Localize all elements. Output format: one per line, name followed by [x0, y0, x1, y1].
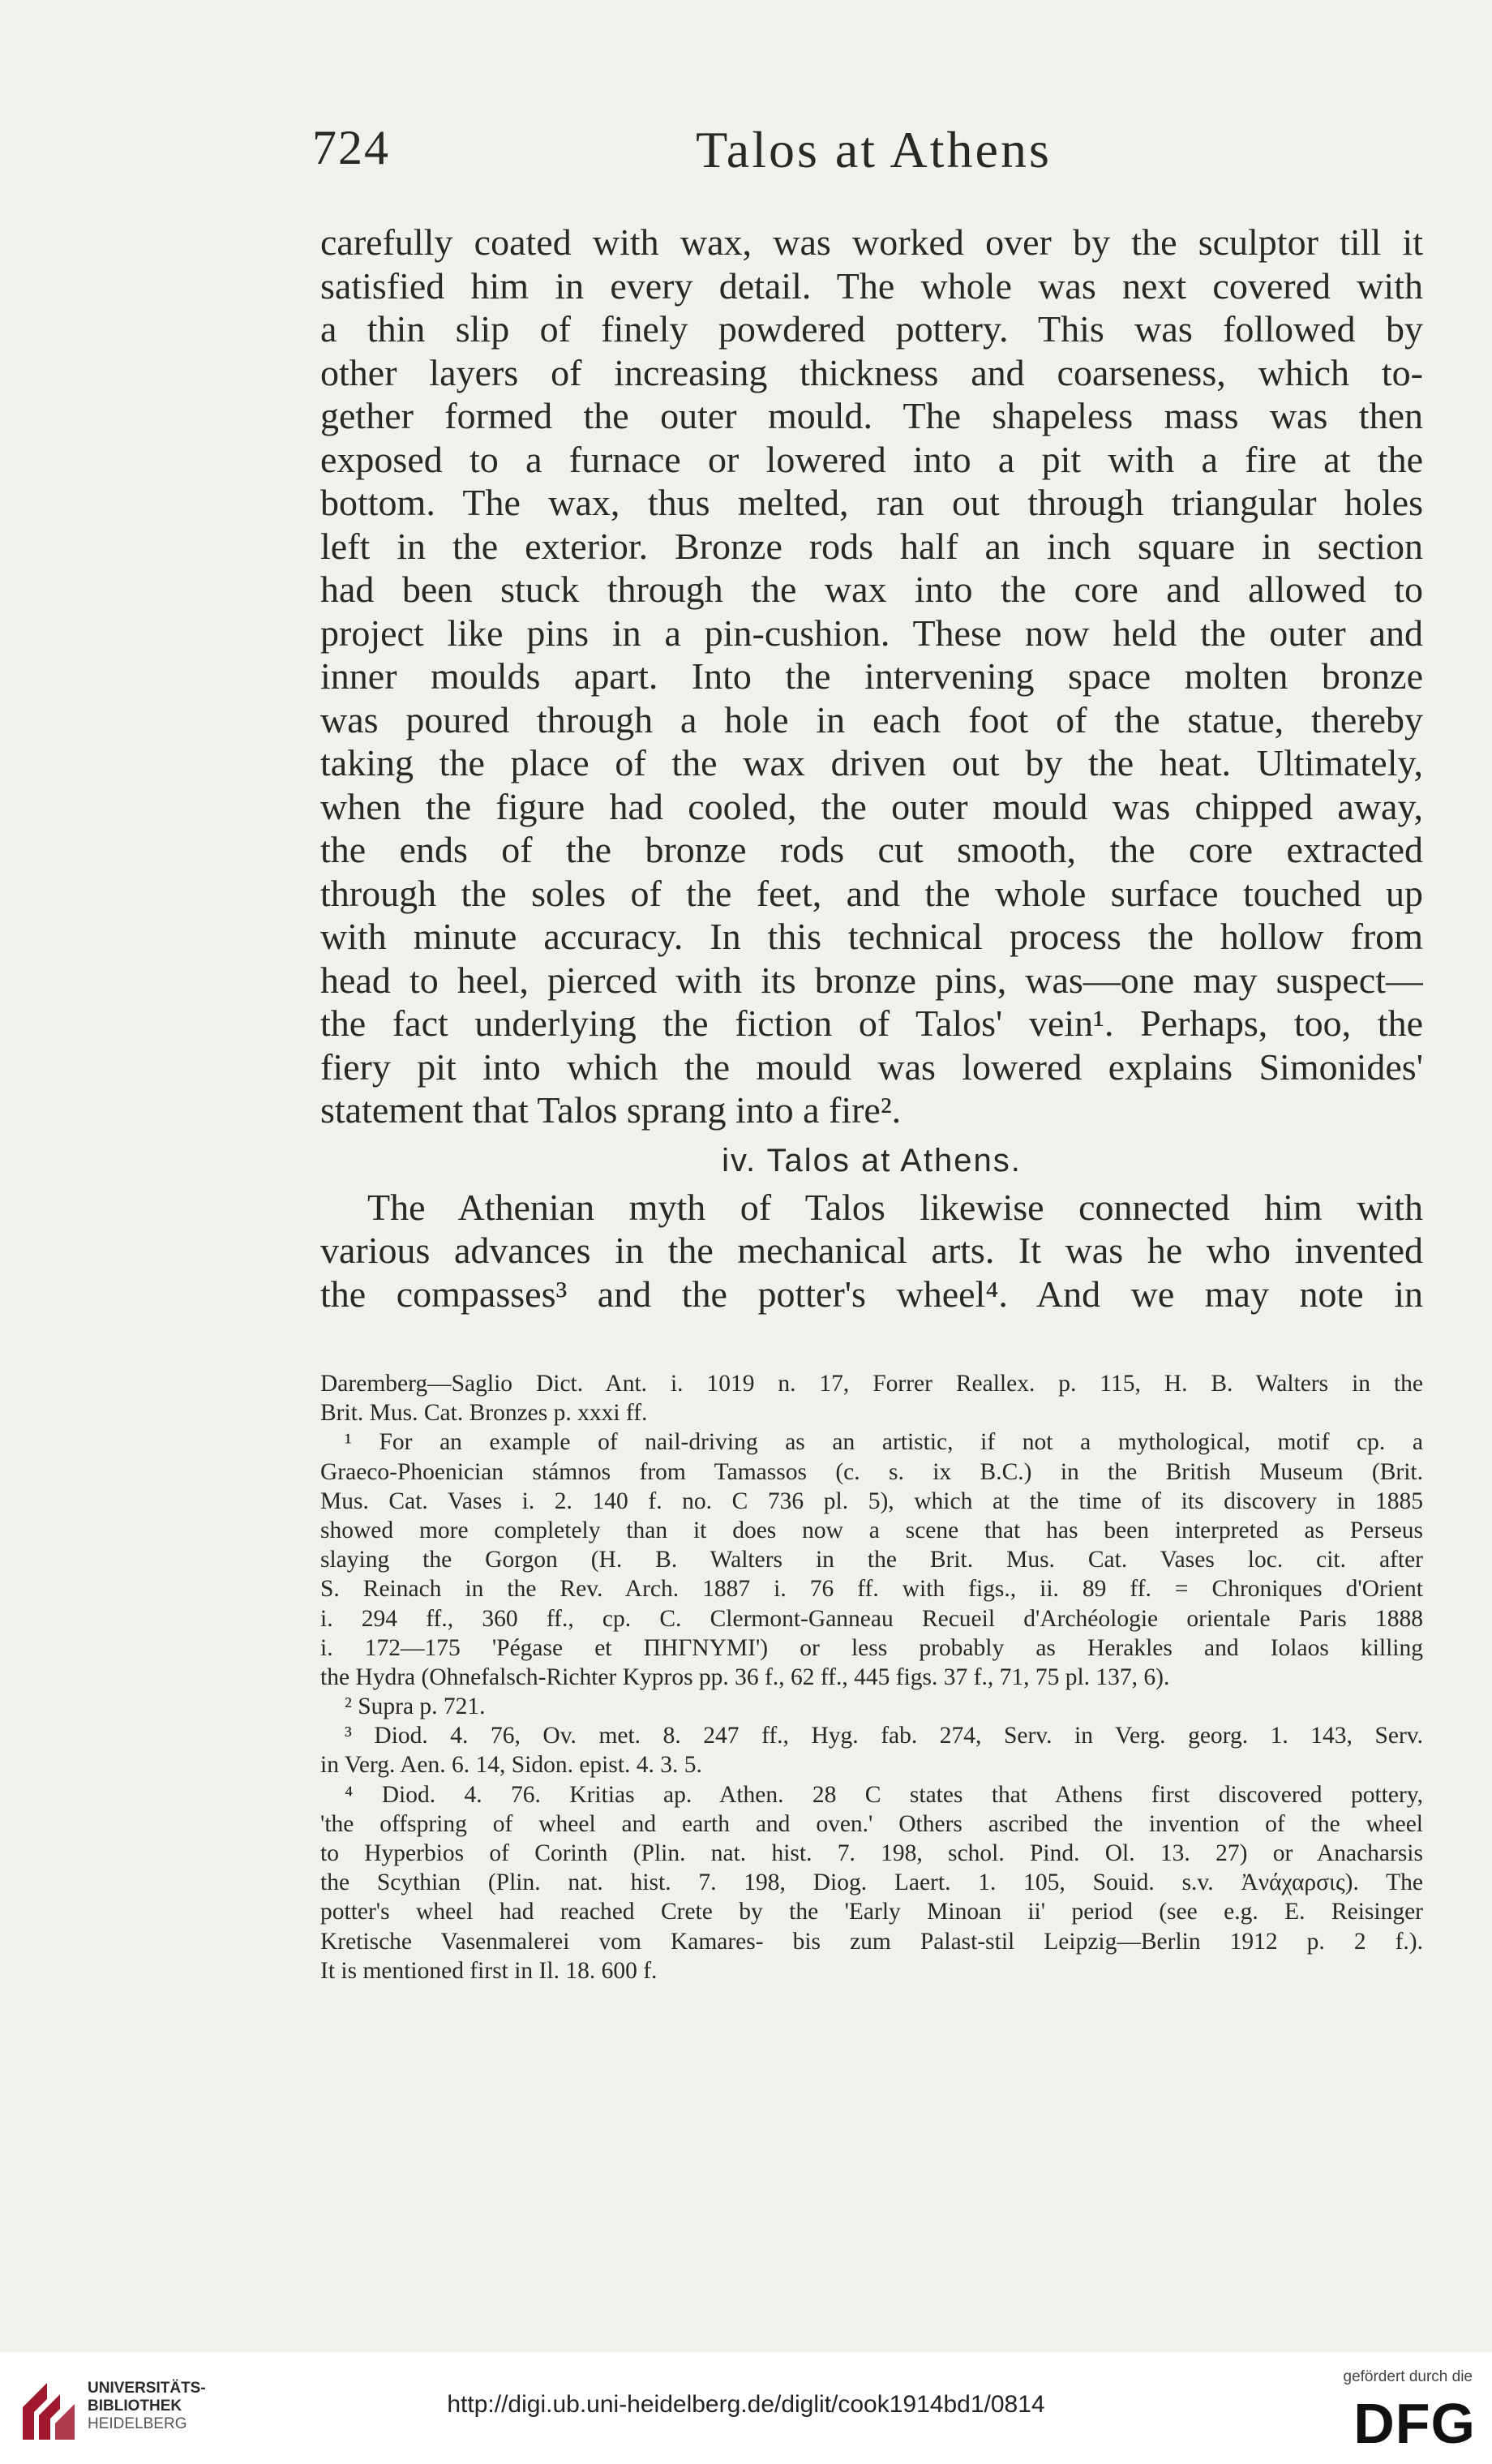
- running-head: [312, 120, 1435, 185]
- footnote-line: showed more completely than it does now a scene that has been interpreted as Perseus: [320, 1517, 1423, 1543]
- footnote-line: It is mentioned first in Il. 18. 600 f.: [320, 1957, 658, 1984]
- text-line: a thin slip of finely powdered pottery. This was followed by: [320, 308, 1423, 350]
- text-line: project like pins in a pin-cushion. These now held the outer and: [320, 612, 1423, 654]
- text-line: the compasses³ and the potter's wheel⁴. And we may note in: [320, 1273, 1423, 1315]
- page-url-link[interactable]: http://digi.ub.uni-heidelberg.de/diglit/cook1914bd1/0814: [447, 2391, 1045, 2418]
- text-line: bottom. The wax, thus melted, ran out through triangular holes: [320, 482, 1423, 523]
- text-line: The Athenian myth of Talos likewise connected him with: [367, 1186, 1423, 1228]
- library-name-line: HEIDELBERG: [88, 2415, 187, 2432]
- footnote-line: Brit. Mus. Cat. Bronzes p. xxxi ff.: [320, 1400, 648, 1427]
- text-line: various advances in the mechanical arts. It was he who invented: [320, 1230, 1423, 1271]
- footnote-line: i. 172—175 'Pégase et ΠΗΓΝΥΜΙ') or less probably as Herakles and Iolaos killing: [320, 1634, 1423, 1661]
- footnote-line: to Hyperbios of Corinth (Plin. nat. hist. 7. 198, schol. Pind. Ol. 13. 27) or Anacharsis: [320, 1840, 1423, 1866]
- text-line: head to heel, pierced with its bronze pins, was—one may suspect—: [320, 959, 1423, 1001]
- text-line: the fact underlying the fiction of Talos' vein¹. Perhaps, too, the: [320, 1002, 1423, 1044]
- text-line: when the figure had cooled, the outer mould was chipped away,: [320, 785, 1423, 827]
- text-line: through the soles of the feet, and the whole surface touched up: [320, 872, 1423, 914]
- dfg-logo: DFG: [1353, 2392, 1476, 2455]
- main-text: [320, 221, 1423, 1316]
- text-line: had been stuck through the wax into the core and allowed to: [320, 569, 1423, 610]
- text-line: satisfied him in every detail. The whole was next covered with: [320, 264, 1423, 307]
- text-line: was poured through a hole in each foot of the statue, thereby: [320, 698, 1423, 740]
- text-line: exposed to a furnace or lowered into a pit with a fire at the: [320, 438, 1423, 480]
- text-line: the ends of the bronze rods cut smooth, the core extracted: [320, 829, 1423, 870]
- footnote-line: the Scythian (Plin. nat. hist. 7. 198, Diog. Laert. 1. 105, Souid. s.v. Ἀνάχαρσις). The: [320, 1869, 1423, 1896]
- text-line: gether formed the outer mould. The shapeless mass was then: [320, 395, 1423, 436]
- funding-label: gefördert durch die: [1343, 2368, 1473, 2385]
- footnote-line: slaying the Gorgon (H. B. Walters in the Brit. Mus. Cat. Vases loc. cit. after: [320, 1547, 1423, 1573]
- digitization-footer: [0, 2352, 1492, 2464]
- footnote-line: ⁴ Diod. 4. 76. Kritias ap. Athen. 28 C states that Athens first discovered pottery,: [345, 1781, 1423, 1808]
- footnote-line: ¹ For an example of nail-driving as an artistic, if not a mythological, motif cp. a: [345, 1429, 1423, 1456]
- library-name-line: BIBLIOTHEK: [88, 2397, 182, 2415]
- library-name-line: UNIVERSITÄTS-: [88, 2380, 206, 2397]
- text-line: left in the exterior. Bronze rods half an inch square in section: [320, 525, 1423, 567]
- footnote-line: Daremberg—Saglio Dict. Ant. i. 1019 n. 17, Forrer Reallex. p. 115, H. B. Walters in the: [320, 1371, 1423, 1397]
- footnote-line: Kretische Vasenmalerei vom Kamares- bis zum Palast-stil Leipzig—Berlin 1912 p. 2 f.).: [320, 1928, 1423, 1955]
- text-line: statement that Talos sprang into a fire².: [320, 1089, 902, 1131]
- text-line: taking the place of the wax driven out by the heat. Ultimately,: [320, 742, 1423, 783]
- text-line: fiery pit into which the mould was lowered explains Simonides': [320, 1045, 1423, 1088]
- text-line: with minute accuracy. In this technical process the hollow from: [320, 916, 1423, 957]
- footnotes: [320, 1369, 1423, 1985]
- footnote-line: Graeco-Phoenician stámnos from Tamassos (c. s. ix B.C.) in the British Museum (Brit.: [320, 1458, 1423, 1485]
- text-line: other layers of increasing thickness and coarseness, which to-: [320, 351, 1423, 393]
- footnote-line: Mus. Cat. Vases i. 2. 140 f. no. C 736 pl. 5), which at the time of its discovery in 1885: [320, 1487, 1423, 1514]
- footnote-line: ² Supra p. 721.: [345, 1693, 486, 1720]
- running-title: Talos at Athens: [696, 121, 1052, 178]
- section-heading: iv. Talos at Athens.: [722, 1142, 1022, 1178]
- footnote-line: potter's wheel had reached Crete by the 'Early Minoan ii' period (see e.g. E. Reisinger: [320, 1899, 1423, 1925]
- text-line: inner moulds apart. Into the intervening space molten bronze: [320, 655, 1423, 697]
- footnote-line: 'the offspring of wheel and earth and oven.' Others ascribed the invention of the wheel: [320, 1810, 1423, 1837]
- footnote-line: in Verg. Aen. 6. 14, Sidon. epist. 4. 3. 5.: [320, 1752, 702, 1779]
- footnote-line: the Hydra (Ohnefalsch-Richter Kypros pp. 36 f., 62 ff., 445 figs. 37 f., 71, 75 pl. 137, 6).: [320, 1663, 1170, 1690]
- footnote-line: ³ Diod. 4. 76, Ov. met. 8. 247 ff., Hyg. fab. 274, Serv. in Verg. georg. 1. 143, Serv.: [345, 1723, 1423, 1749]
- text-line: carefully coated with wax, was worked over by the sculptor till it: [320, 221, 1423, 263]
- footnote-line: S. Reinach in the Rev. Arch. 1887 i. 76 ff. with figs., ii. 89 ff. = Chroniques d'Orient: [320, 1576, 1423, 1603]
- footnote-line: i. 294 ff., 360 ff., cp. C. Clermont-Ganneau Recueil d'Archéologie orientale Paris 1888: [320, 1605, 1423, 1632]
- page-number: 724: [312, 121, 390, 174]
